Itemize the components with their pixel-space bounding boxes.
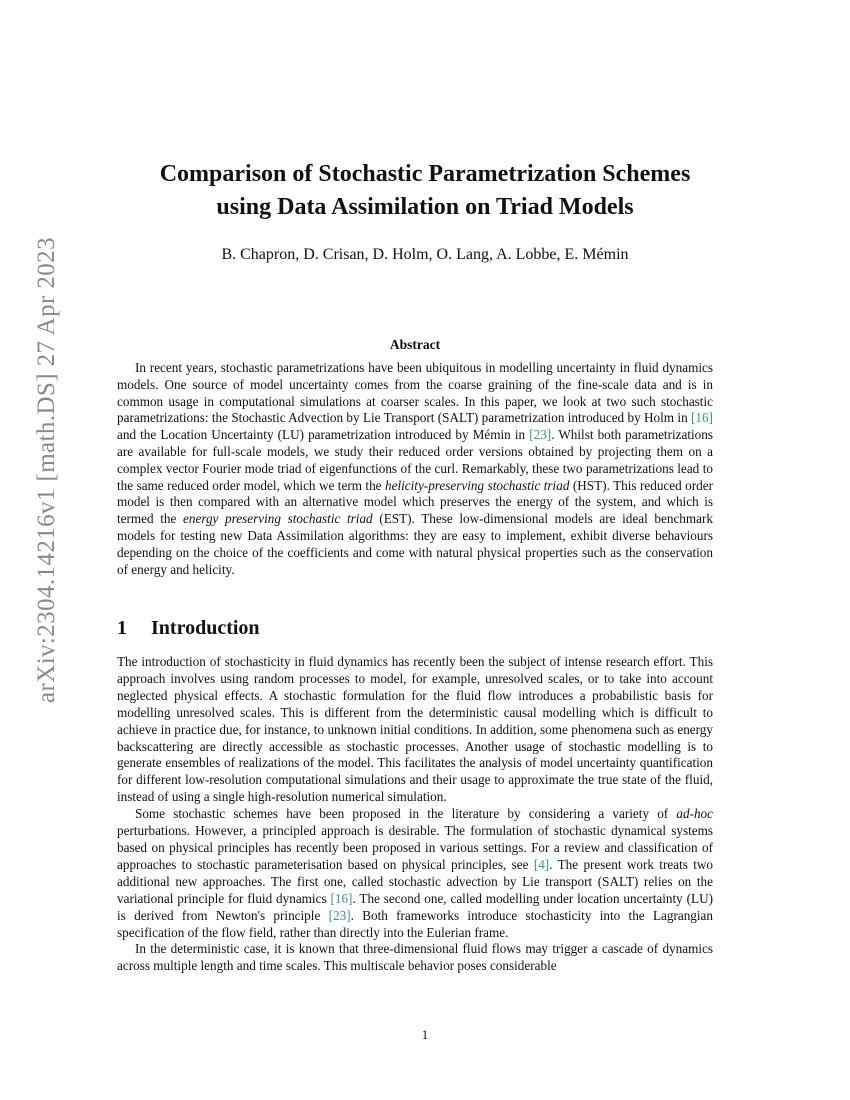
abstract-part-3: . Whilst both parametrizations are available for full-scale models, we study their reduced order versions obtained by projecting them on a complex vector Fourier mode triad of eigenfunctions of the curl. Remarkably, these two parametrizations lead to the same reduced order model, which we term the [117, 427, 713, 493]
abstract-heading: Abstract [389, 337, 441, 352]
section-title: Introduction [151, 617, 260, 639]
section-heading-introduction [117, 617, 260, 640]
page-number: 1 [421, 1027, 429, 1042]
abstract-part-5: (EST). These low-dimensional models are ideal benchmark models for testing new Data Assimilation algorithms: they are easy to implement, exhibit diverse behaviours depending on the choice of the coefficients and come with natural physical properties such as the conservation of energy and helicity. [117, 511, 713, 577]
paragraph-2-part-e: . Both frameworks introduce stochasticity into the Lagrangian specification of the flow field, rather than directly into the Eulerian frame. [117, 907, 714, 940]
abstract-emphasis-hst: helicity-preserving stochastic triad [385, 477, 570, 493]
paragraph-2-emphasis: ad-hoc [676, 806, 713, 822]
author-list: B. Chapron, D. Crisan, D. Holm, O. Lang, A. Lobbe, E. Mémin [221, 246, 629, 263]
paragraph-2-part-d: . The second one, called modelling under location uncertainty (LU) is derived from Newton's principle [117, 890, 713, 923]
body-paragraph-2 [117, 806, 713, 941]
abstract-part-1: In recent years, stochastic parametrizations have been ubiquitous in modelling uncertainty in fluid dynamics models. One source of model uncertainty comes from the coarse graining of the fine-scale data and is in common usage in computational simulations at coarser scales. In this paper, we look at two such stochastic parametrizations: the Stochastic Advection by Lie Transport (SALT) parametrization introduced by Holm in [117, 360, 713, 426]
citation-link[interactable]: [23] [529, 427, 552, 443]
body-paragraph-3: In the deterministic case, it is known that three-dimensional fluid flows may trigger a cascade of dynamics across multiple length and time scales. This multiscale behavior poses considerable [117, 941, 713, 974]
body-paragraph-1: The introduction of stochasticity in fluid dynamics has recently been the subject of intense research effort. This approach involves using random processes to model, for example, unresolved scales, or to take into account neglected physical effects. A stochastic formulation for the fluid flow introduces a probabilistic basis for modelling unresolved scales. This is different from the deterministic causal modelling which is difficult to achieve in practice due, for instance, to unknown initial conditions. In addition, some phenomena such as energy backscattering are directly accessible as stochastic processes. Another usage of stochastic modelling is to generate ensembles of realizations of the model. This facilitates the analysis of model uncertainty quantification for different low-resolution computational simulations and their usage to approximate the true state of the fluid, instead of using a single high-resolution numerical simulation. [117, 654, 713, 805]
arxiv-identifier: arXiv:2304.14216v1 [math.DS] 27 Apr 2023 [33, 237, 60, 703]
title-line-2: using Data Assimilation on Triad Models [216, 194, 634, 220]
abstract-part-4: (HST). This reduced order model is then compared with an alternative model which preserves the energy of the system, and which is termed the [117, 477, 713, 527]
title-line-1: Comparison of Stochastic Parametrization Schemes [159, 161, 691, 187]
citation-link[interactable]: [16] [691, 410, 713, 426]
paragraph-2-part-b: perturbations. However, a principled approach is desirable. The formulation of stochastic dynamical systems based on physical principles has recently been proposed in various settings. For a review and classification of approaches to stochastic parameterisation based on physical principles, see [117, 823, 713, 872]
paper-title [90, 158, 760, 224]
paragraph-2-part-c: . The present work treats two additional new approaches. The first one, called stochastic advection by Lie transport (SALT) relies on the variational principle for fluid dynamics [117, 856, 713, 906]
citation-link[interactable]: [4] [533, 856, 550, 872]
citation-link[interactable]: [16] [330, 890, 353, 906]
citation-link[interactable]: [23] [328, 907, 351, 923]
abstract-text [117, 360, 713, 578]
section-number: 1 [117, 617, 127, 639]
abstract-emphasis-est: energy preserving stochastic triad [183, 511, 373, 527]
paragraph-2-part-a: Some stochastic schemes have been proposed in the literature by considering a variety of [135, 806, 677, 822]
introduction-body [117, 654, 713, 975]
abstract-part-2: and the Location Uncertainty (LU) parametrization introduced by Mémin in [117, 427, 530, 443]
